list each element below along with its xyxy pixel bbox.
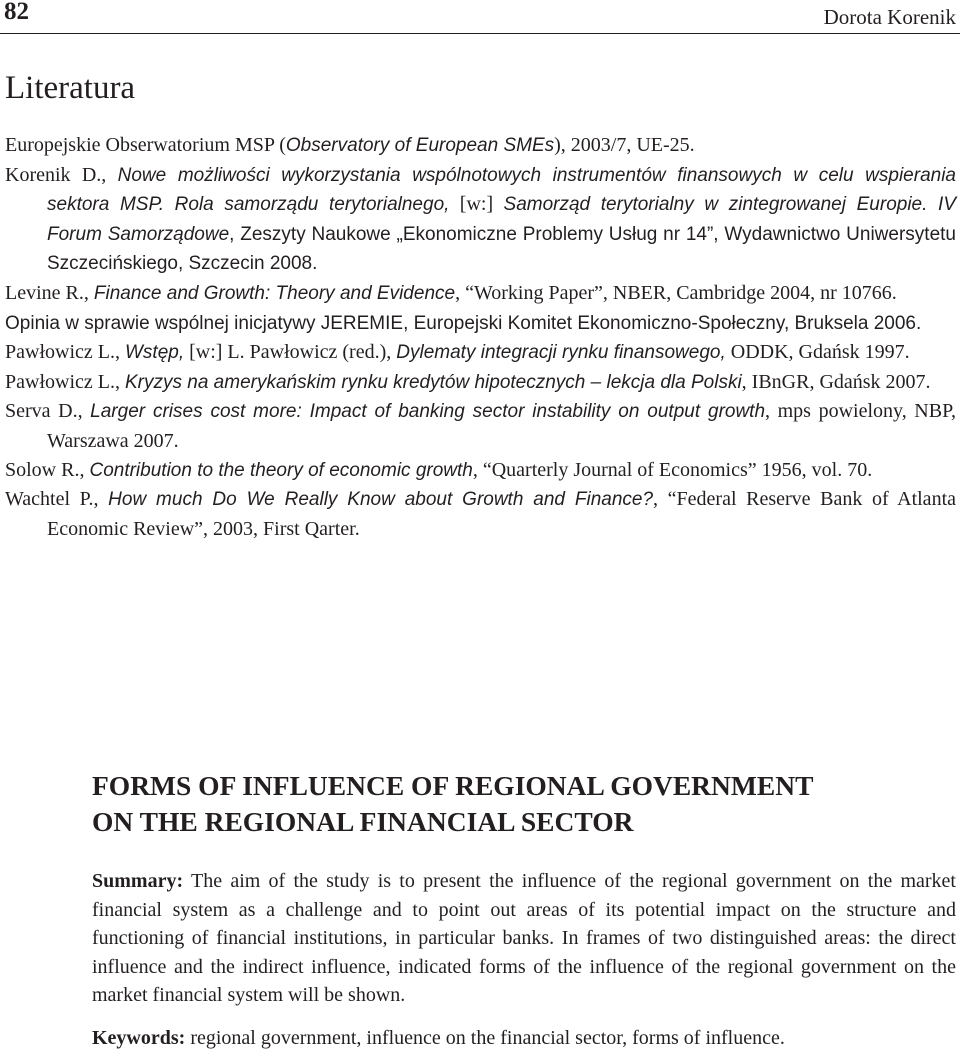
keywords-paragraph (92, 1024, 956, 1053)
reference-item: Opinia w sprawie wspólnej inicjatywy JEREMIE, Europejski Komitet Ekonomiczno-Społeczny, Bruksela 2006. (5, 312, 922, 334)
running-header (0, 0, 960, 34)
section-title: Literatura (5, 70, 136, 106)
reference-item: Korenik D., Nowe możliwości wykorzystania wspólnotowych instrumentów finansowych w celu wspierania sektora MSP. Rola samorządu terytorialnego, [w:] Samorząd terytorialny w zintegrowanej Europie. IV Forum Samorządowe, Zeszyty Naukowe „Ekonomiczne Problemy Usług nr 14”, Wydawnictwo Uniwersytetu Szczecińskiego, Szczecin 2008. (5, 163, 957, 275)
summary-text: The aim of the study is to present the influence of the regional government on the market financial system as a challenge and to point out areas of its potential impact on the structure and functioning of financial institutions, in particular banks. In frames of two distinguished areas: the direct influence and the indirect influence, indicated forms of the influence of the regional government on the market financial system will be shown. (92, 870, 956, 1007)
page-number: 82 (4, 0, 29, 25)
reference-item: Europejskie Obserwatorium MSP (Observatory of European SMEs), 2003/7, UE-25. (5, 134, 695, 156)
reference-item: Serva D., Larger crises cost more: Impact of banking sector instability on output growth, mps powielony, NBP, Warszawa 2007. (5, 400, 956, 452)
article-title-line: FORMS OF INFLUENCE OF REGIONAL GOVERNMENT (92, 770, 814, 801)
article-title (92, 768, 952, 840)
keywords-label: Keywords: (92, 1027, 186, 1049)
running-author: Dorota Korenik (823, 5, 956, 29)
reference-item: Wachtel P., How much Do We Really Know about Growth and Finance?, “Federal Reserve Bank of Atlanta Economic Review”, 2003, First Qarter. (5, 488, 956, 540)
article-title-line: ON THE REGIONAL FINANCIAL SECTOR (92, 806, 634, 837)
reference-item: Pawłowicz L., Wstęp, [w:] L. Pawłowicz (red.), Dylematy integracji rynku finansowego, ODDK, Gdańsk 1997. (5, 341, 910, 364)
reference-item: Levine R., Finance and Growth: Theory and Evidence, “Working Paper”, NBER, Cambridge 2004, nr 10766. (5, 281, 897, 304)
summary-label: Summary: (92, 870, 184, 892)
reference-list (5, 131, 956, 543)
keywords-text: regional government, influence on the financial sector, forms of influence. (185, 1027, 785, 1049)
summary-paragraph (92, 867, 956, 1010)
reference-item: Solow R., Contribution to the theory of economic growth, “Quarterly Journal of Economics” 1956, vol. 70. (5, 458, 873, 481)
reference-item: Pawłowicz L., Kryzys na amerykańskim rynku kredytów hipotecznych – lekcja dla Polski, IBnGR, Gdańsk 2007. (5, 370, 931, 393)
